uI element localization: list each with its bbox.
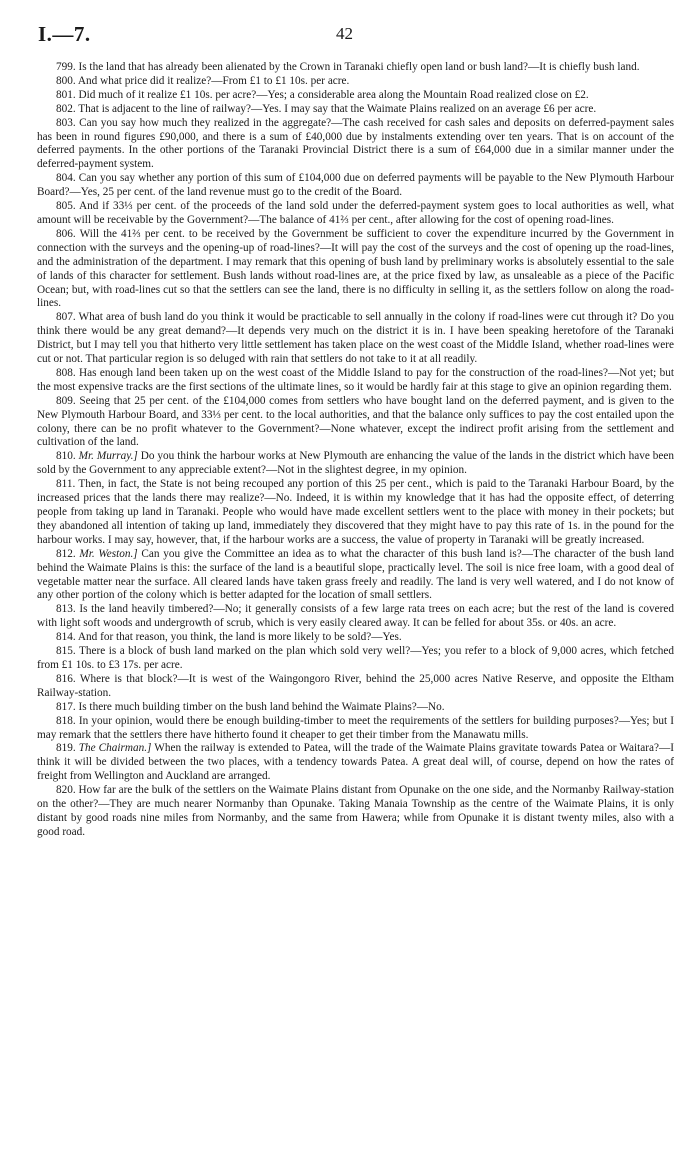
- evidence-paragraph: 815. There is a block of bush land marked on the plan which sold very well?—Yes; you refer to a block of 9,000 acres, which fetched from £1 10s. to £3 17s. per acre.: [37, 645, 674, 671]
- evidence-paragraph: 820. How far are the bulk of the settlers on the Waimate Plains distant from Opunake on the one side, and the Normanby Railway-station on the other?—They are much nearer Normanby than Opunake. Taking Manaia Township as the centre of the Waimate Plains, it is only distant by good roads nine miles from Normanby, and the same from Hawera; while from Opunake it is distant twenty miles, also with a good road.: [37, 784, 674, 838]
- evidence-body: [37, 61, 674, 840]
- paragraph-text: Do you think the harbour works at New Plymouth are enhancing the value of the lands in the district which have been sold by the Government to any appreciable extent?—Not in the slightest degree, in my opinion.: [37, 450, 674, 477]
- evidence-paragraph: 801. Did much of it realize £1 10s. per acre?—Yes; a considerable area along the Mountain Road realized close on £2.: [56, 88, 589, 101]
- evidence-paragraph: 806. Will the 41⅔ per cent. to be received by the Government be sufficient to cover the expenditure incurred by the Government in connection with the surveys and the opening-up of road-lines?—It will pay the cost of the surveys and the cost of opening up the road-lines, and the administration of the department. I may remark that this opening of bush land by preliminary works is absolutely essential to the sale of lands of this character for settlement. Bush lands without road-lines are, at the price fixed by law, as unsaleable as a piece of the Pacific Ocean; but, with road-lines cut so that the settlers can see the land, there is no difficulty in selling it, as the settlers follow on along the road-lines.: [37, 227, 674, 310]
- evidence-paragraph: [37, 548, 674, 604]
- evidence-paragraph: 802. That is adjacent to the line of railway?—Yes. I may say that the Waimate Plains realized on an average £6 per acre.: [56, 102, 597, 115]
- page-number: 42: [336, 24, 353, 43]
- evidence-paragraph: 799. Is the land that has already been alienated by the Crown in Taranaki chiefly open land or bush land?—It is chiefly bush land.: [56, 61, 640, 73]
- speaker-name: The Chairman.]: [78, 742, 152, 755]
- evidence-paragraph: 809. Seeing that 25 per cent. of the £104,000 comes from settlers who have bought land on the deferred payment, and is given to the New Plymouth Harbour Board, and 33⅓ per cent. to the local authorities, and that the balance only suffices to pay the cost entailed upon the colony, there can be no profit whatever to the Government?—None whatever, except the indirect profit arising from the settlement and cultivation of the land.: [37, 394, 674, 449]
- paragraph-text: Can you give the Committee an idea as to what the character of this bush land is?—The character of the bush land behind the Waimate Plains is this: the surface of the land is a beautiful slope, practically level. The soil is nice free loam, with a good deal of vegetable matter near the surface. All cleared lands have taken grass freely and readily. The land is very well watered, and I do not know of any other portion of the colony which is better adapted for the location of small settlers.: [37, 547, 674, 602]
- evidence-paragraph: 805. And if 33⅓ per cent. of the proceeds of the land sold under the deferred-payment system goes to local authorities as well, what amount will be receivable by the Government?—The balance of 41⅔ per cent., after allowing for the cost of opening road-lines.: [37, 200, 674, 226]
- section-reference: I.—7.: [38, 22, 91, 46]
- evidence-paragraph: 817. Is there much building timber on the bush land behind the Waimate Plains?—No.: [56, 700, 445, 713]
- evidence-paragraph: 808. Has enough land been taken up on the west coast of the Middle Island to pay for the construction of the road-lines?—Not yet; but the most expensive tracks are the first sections of the ultimate lines, so it would be hardly fair at this stage to give an opinion regarding them.: [37, 366, 674, 393]
- evidence-paragraph: [37, 742, 674, 784]
- evidence-paragraph: 818. In your opinion, would there be enough building-timber to meet the requirements of the settlers for building purposes?—Yes; but I may remark that the settlers there have hitherto found it cheaper to get their timber from the Manawatu mills.: [37, 714, 674, 741]
- evidence-paragraph: 813. Is the land heavily timbered?—No; it generally consists of a few large rata trees on each acre; but the rest of the land is covered with light soft woods and undergrowth of scrub, which is very easily cleared away. It can be felled for about 35s. or 40s. an acre.: [37, 603, 674, 630]
- evidence-paragraph: 816. Where is that block?—It is west of the Waingongoro River, behind the 25,000 acres Native Reserve, and opposite the Eltham Railway-station.: [37, 672, 674, 699]
- evidence-paragraph: 804. Can you say whether any portion of this sum of £104,000 due on deferred payments will be payable to the New Plymouth Harbour Board?—Yes, 25 per cent. of the land revenue must go to the credit of the Board.: [37, 172, 674, 199]
- speaker-name: Mr. Weston.]: [79, 547, 138, 560]
- evidence-paragraph: 811. Then, in fact, the State is not being recouped any portion of this 25 per cent., which is paid to the Taranaki Harbour Board, by the increased prices that the lands there may realize?—No. Indeed, it is within my knowledge that it has had the opposite effect, of deterring people from taking up land in Taranaki. People who would have made excellent settlers went to the place with money in their pockets; but they abandoned all intention of taking up land, immediately they discovered that they might have to pay this rate of 1s. in the pound for the harbour works. I may say, however, that, if the harbour works are a success, the value of property in Taranaki will be greatly increased.: [37, 478, 674, 546]
- question-number: 812.: [56, 547, 76, 560]
- evidence-paragraph: [37, 450, 674, 478]
- evidence-paragraph: 814. And for that reason, you think, the land is more likely to be sold?—Yes.: [56, 631, 402, 644]
- question-number: 810.: [56, 450, 76, 463]
- question-number: 819.: [56, 742, 76, 755]
- evidence-paragraph: 800. And what price did it realize?—From £1 to £1 10s. per acre.: [56, 74, 350, 87]
- evidence-paragraph: 803. Can you say how much they realized in the aggregate?—The cash received for cash sales and deposits on deferred-payment sales has been in round figures £90,000, and there is a sum of £40,000 due by instalments extending over ten years. That is on account of the deferred payments. In the other portions of the Taranaki Provincial District there is a sum of £64,000 due in a similar manner under the deferred-payment system.: [37, 116, 674, 171]
- paragraph-text: When the railway is extended to Patea, will the trade of the Waimate Plains gravitate towards Patea or Waitara?—I think it will be divided between the two places, with a tendency towards Patea. A great deal will, of course, depend on how the rates of freight from Wellington and Auckland are arranged.: [37, 742, 675, 783]
- speaker-name: Mr. Murray.]: [78, 450, 138, 463]
- evidence-paragraph: 807. What area of bush land do you think it would be practicable to sell annually in the colony if road-lines were cut through it? Do you think there would be any great demand?—It depends very much on the district it is in. I have been speaking heretofore of the Taranaki District, but I may tell you that hitherto very little settlement has taken place on the west coast of the Middle Island, whether road-lines were cut or not. That particular region is so deluged with rain that settlers do not take to it at all readily.: [37, 311, 674, 366]
